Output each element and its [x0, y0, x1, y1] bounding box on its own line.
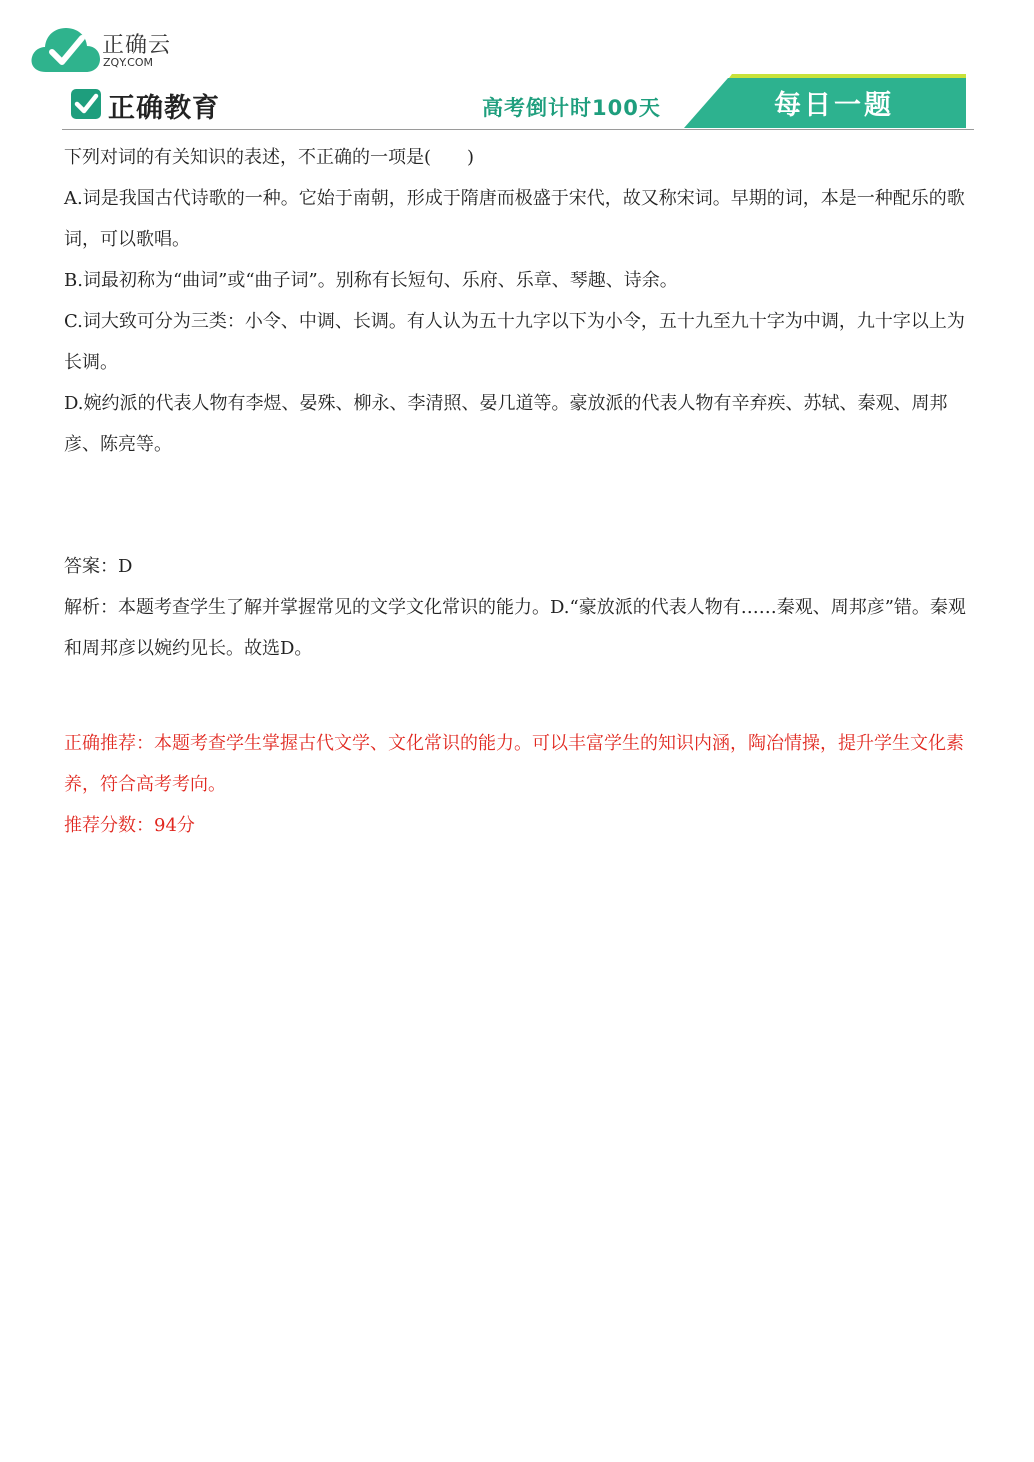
- cloud-check-icon: [30, 22, 102, 74]
- option-c: C.词大致可分为三类：小令、中调、长调。有人认为五十九字以下为小令，五十九至九十字为中调，九十字以上为长调。: [64, 311, 965, 373]
- countdown-text: 高考倒计时100天: [482, 96, 661, 120]
- answer-line: 答案：D: [64, 556, 133, 577]
- question-content: [64, 137, 968, 846]
- option-b: B.词最初称为“曲词”或“曲子词”。别称有长短句、乐府、乐章、琴趣、诗余。: [64, 270, 678, 291]
- zqy-domain: ZQY.COM: [103, 56, 154, 69]
- option-d: D.婉约派的代表人物有李煜、晏殊、柳永、李清照、晏几道等。豪放派的代表人物有辛弃疾、苏轼、秦观、周邦彦、陈亮等。: [64, 393, 948, 455]
- recommend-score: 推荐分数：94分: [64, 815, 195, 836]
- analysis-text: 解析：本题考查学生了解并掌握常见的文学文化常识的能力。D.“豪放派的代表人物有……秦观、周邦彦”错。秦观和周邦彦以婉约见长。故选D。: [64, 597, 966, 659]
- checkbox-check-icon: [70, 88, 102, 120]
- option-a: A.词是我国古代诗歌的一种。它始于南朝，形成于隋唐而极盛于宋代，故又称宋词。早期的词，本是一种配乐的歌词，可以歌唱。: [64, 188, 965, 250]
- zqy-logo: [30, 22, 230, 74]
- page-header: [62, 74, 974, 130]
- daily-banner-text: 每日一题: [774, 90, 894, 121]
- edu-name: 正确教育: [108, 93, 220, 124]
- zqy-brand-name: 正确云: [102, 33, 172, 58]
- question-stem: 下列对词的有关知识的表述，不正确的一项是( ): [64, 147, 475, 168]
- recommend-text: 正确推荐：本题考查学生掌握古代文学、文化常识的能力。可以丰富学生的知识内涵，陶冶情操，提升学生文化素养，符合高考考向。: [64, 733, 964, 795]
- header-divider: [62, 129, 974, 130]
